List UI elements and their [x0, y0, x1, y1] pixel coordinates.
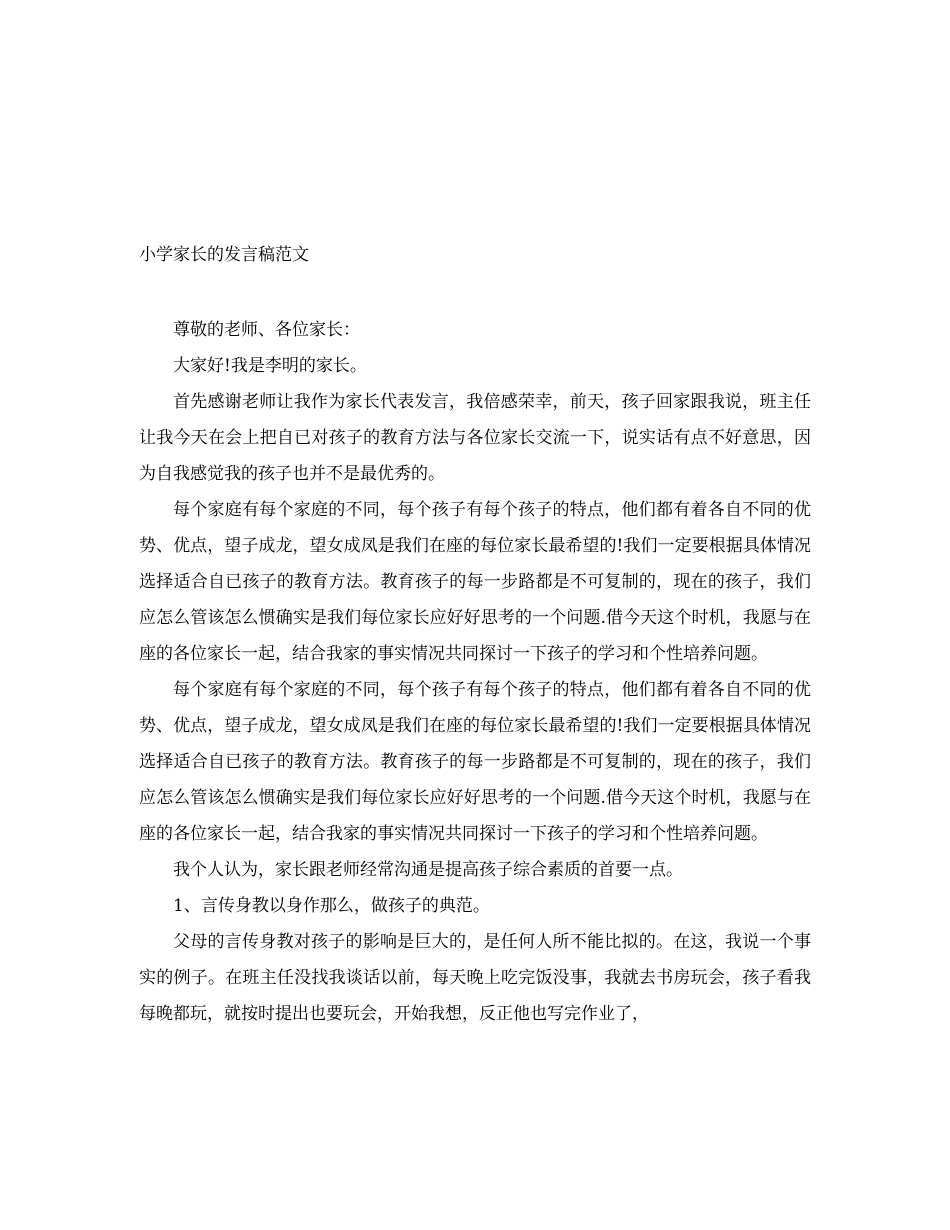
document-body	[139, 312, 811, 1032]
section-heading-1: 1、言传身教以身作那么，做孩子的典范。	[173, 896, 490, 916]
paragraph-family-difference: 每个家庭有每个家庭的不同，每个孩子有每个孩子的特点，他们都有着各自不同的优势、优点，望子成龙，望女成凤是我们在座的每位家长最希望的!我们一定要根据具体情况选择适合自已孩子的教育方法。教育孩子的每一步路都是不可复制的，现在的孩子，我们应怎么管该怎么惯确实是我们每位家长应好好思考的一个问题.借今天这个时机，我愿与在座的各位家长一起，结合我家的事实情况共同探讨一下孩子的学习和个性培养问题。	[139, 500, 811, 664]
salutation: 尊敬的老师、各位家长：	[173, 320, 360, 340]
paragraph-intro: 首先感谢老师让我作为家长代表发言，我倍感荣幸，前天，孩子回家跟我说，班主任让我今天在会上把自已对孩子的教育方法与各位家长交流一下，说实话有点不好意思，因为自我感觉我的孩子也并不是最优秀的。	[139, 392, 811, 484]
document-title: 小学家长的发言稿范文	[139, 245, 309, 265]
paragraph-family-difference-repeat: 每个家庭有每个家庭的不同，每个孩子有每个孩子的特点，他们都有着各自不同的优势、优点，望子成龙，望女成凤是我们在座的每位家长最希望的!我们一定要根据具体情况选择适合自已孩子的教育方法。教育孩子的每一步路都是不可复制的，现在的孩子，我们应怎么管该怎么惯确实是我们每位家长应好好思考的一个问题.借今天这个时机，我愿与在座的各位家长一起，结合我家的事实情况共同探讨一下孩子的学习和个性培养问题。	[139, 680, 811, 844]
paragraph-example: 父母的言传身教对孩子的影响是巨大的，是任何人所不能比拟的。在这，我说一个事实的例子。在班主任没找我谈话以前，每天晚上吃完饭没事，我就去书房玩会，孩子看我每晚都玩，就按时提出也要玩会，开始我想，反正他也写完作业了，	[139, 932, 811, 1024]
greeting: 大家好!我是李明的家长。	[173, 356, 367, 376]
paragraph-communication: 我个人认为，家长跟老师经常沟通是提高孩子综合素质的首要一点。	[173, 860, 683, 880]
